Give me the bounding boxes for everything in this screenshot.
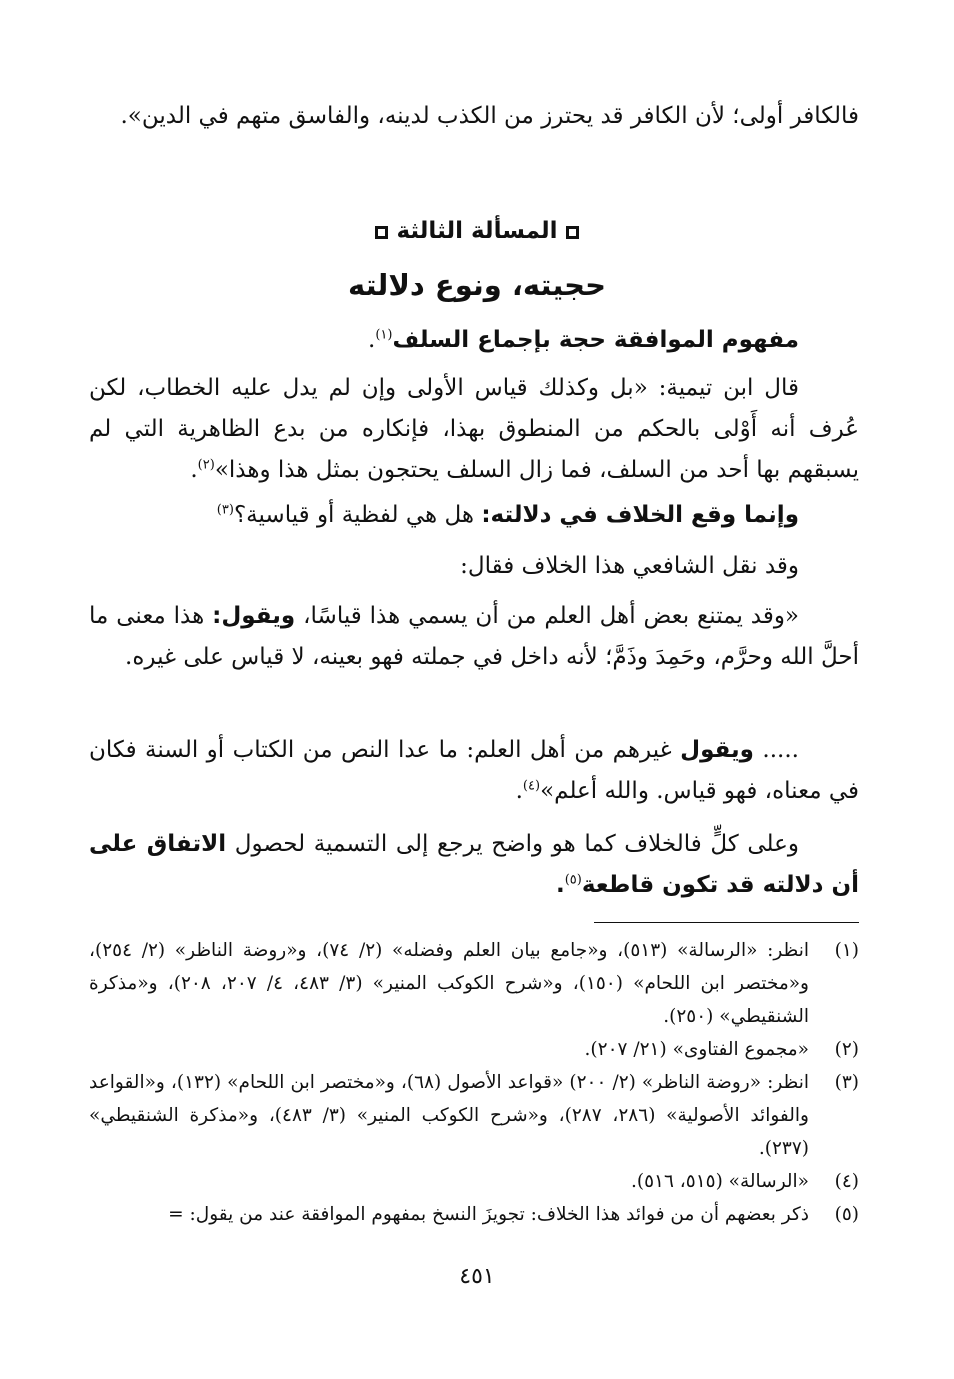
footnote-item [89,1066,859,1165]
footnote-item [89,1033,859,1066]
footnote-ref: (٥) [564,872,582,888]
footnote-item [89,934,859,1033]
thesis-text: مفهوم الموافقة حجة بإجماع السلف [392,327,799,353]
footnote-ref: (٣) [216,502,234,518]
footnote-number: (٤) [834,1171,859,1192]
footnote-text: «الرسالة» (٥١٥، ٥١٦). [630,1171,809,1192]
ibn-taymiyya-end: . [190,457,198,483]
conclusion-end: . [555,872,565,898]
quote1-text2: هذا معنى ما أحلَّ الله وحرَّم، وحَمِدَ وذَمَّ؛ لأنه داخل في جملته فهو بعينه، لا قياس على غيره. [89,603,859,670]
quote1-text1: «وقد يمتنع بعض أهل العلم من أن يسمي هذا قياسًا، [303,603,800,629]
paragraph-shafii-intro [89,546,859,587]
footnote-item [89,1198,859,1231]
conclusion-text: وعلى كلٍّ فالخلاف كما هو واضح يرجع إلى التسمية لحصول [234,831,799,857]
footnote-ref: (١) [375,327,393,343]
quote2-text1: ..... [753,737,799,763]
footnotes [89,934,859,1231]
footnote-ref: (٤) [522,778,541,794]
paragraph-top-text: فالكافر أولى؛ لأن الكافر قد يحترز من الكذب لدينه، والفاسق متهم في الدين». [120,103,859,129]
conclusion-bold: الاتفاق على أن دلالته قد تكون قاطعة [89,831,859,898]
square-ornament-icon [566,226,579,239]
thesis-paragraph [89,320,859,361]
quote2-text2: غيرهم من أهل العلم: ما عدا النص من الكتاب أو السنة فكان في معناه، فهو قياس. والله أعلم» [89,737,859,804]
footnote-text: انظر: «روضة الناظر» (٢/ ٢٠٠) «قواعد الأصول (٦٨)، و«مختصر ابن اللحام» (١٣٢)، و«القواعد والفوائد الأصولية» (٢٨٦، ٢٨٧)، و«شرح الكوكب المنير» (٣/ ٤٨٣)، و«مذكرة الشنقيطي» (٢٣٧). [89,1072,810,1159]
footnote-text: ذكر بعضهم أن من فوائد هذا الخلاف: تجويزَ النسخ بمفهوم الموافقة عند من يقول: = [168,1204,809,1225]
footnote-number: (٢) [834,1039,859,1060]
section-title-text: المسألة الثالثة [396,218,558,244]
paragraph-dispute [89,495,859,536]
ibn-taymiyya-text: قال ابن تيمية: «بل وكذلك قياس الأولى وإن لم يدل عليه الخطاب، لكن عُرف أنه أَوْلى بالحكم من المنطوق بهذا، فإنكاره من بدع الظاهرية التي لم يسبقهم بها أحد من السلف، فما زال السلف يحتجون بمثل هذا وهذا» [89,375,859,483]
dispute-bold: وإنما وقع الخلاف في دلالته: [481,502,799,528]
footnote-number: (١) [834,940,859,961]
shafii-intro-text: وقد نقل الشافعي هذا الخلاف فقال: [460,553,799,579]
footnote-divider [594,922,859,923]
footnote-number: (٥) [834,1204,859,1225]
paragraph-ibn-taymiyya [89,368,859,491]
paragraph-top [89,96,859,137]
thesis-end: . [368,327,376,353]
page-number: ٤٥١ [459,1264,495,1289]
square-ornament-icon [375,226,388,239]
paragraph-quote-2 [89,730,859,812]
dispute-text: هل هي لفظية أو قياسية؟ [233,502,474,528]
paragraph-conclusion [89,824,859,906]
quote2-end: . [515,778,523,804]
quote1-bold: ويقول: [212,603,296,629]
footnote-text: انظر: «الرسالة» (٥١٣)، و«جامع بيان العلم وفضله» (٢/ ٧٤)، و«روضة الناظر» (٢/ ٢٥٤)، و«مختصر ابن اللحام» (١٥٠)، و«شرح الكوكب المنير» (٣/ ٤٨٣، ٤/ ٢٠٧، ٢٠٨)، و«مذكرة الشنقيطي» (٢٥٠). [89,940,809,1027]
heading: حجيته، ونوع دلالته [348,268,606,302]
footnote-text: «مجموع الفتاوى» (٢١/ ٢٠٧). [584,1039,809,1060]
footnote-item [89,1165,859,1198]
paragraph-quote-1 [89,596,859,678]
quote2-bold: ويقول [680,737,754,763]
footnote-number: (٣) [834,1072,859,1093]
section-title [0,218,954,244]
footnote-ref: (٢) [197,457,215,473]
